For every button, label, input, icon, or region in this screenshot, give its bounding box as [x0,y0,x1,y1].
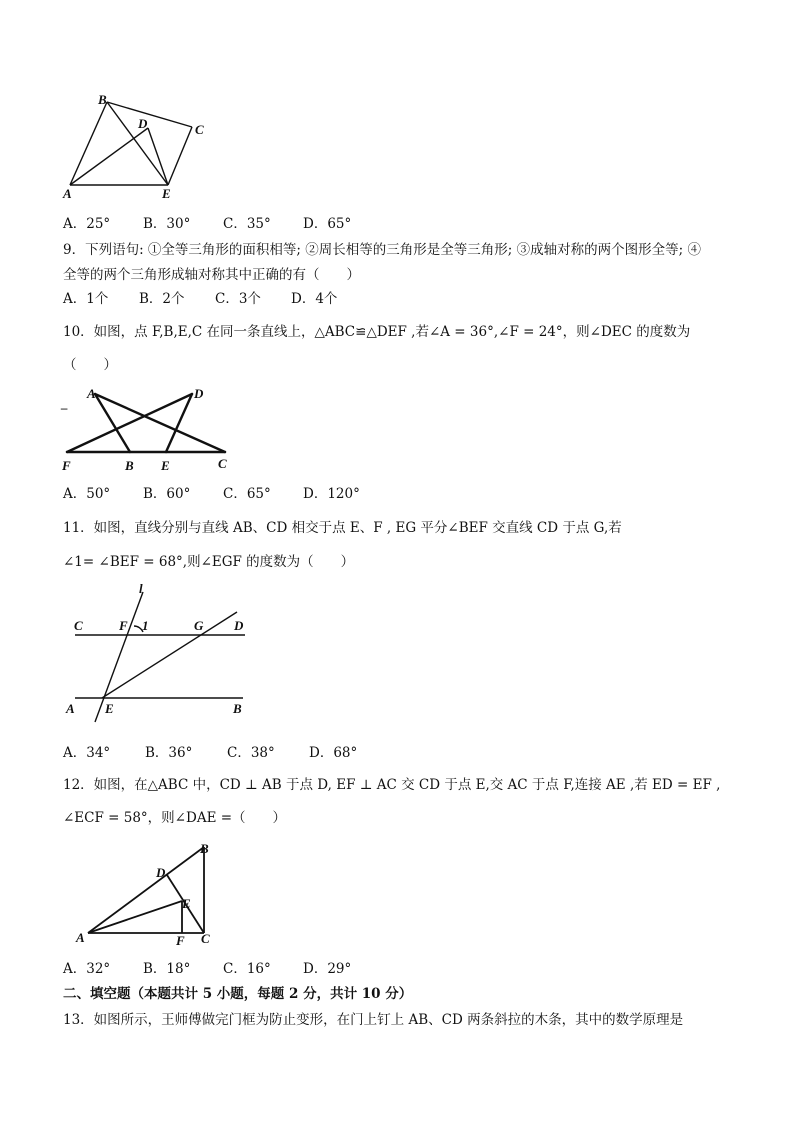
q8-option-a[interactable]: A．25° [63,216,111,232]
q8-label-e: E [162,186,171,201]
q11-label-f: F [119,618,128,633]
q10-option-c[interactable]: C．65° [223,486,271,502]
q9-option-a[interactable]: A．1个 [63,291,109,307]
q11-option-a[interactable]: A．34° [63,745,111,761]
q12-line2: ∠ECF = 58°，则∠DAE =（ ） [63,810,287,826]
q12-line1: 12．如图，在△ABC 中，CD ⊥ AB 于点 D, EF ⊥ AC 交 CD 于点 E,交 AC 于点 F,连接 AE ,若 ED = EF , [63,777,721,793]
q12-label-a: A [76,930,85,945]
q11-line2: ∠1= ∠BEF = 68°,则∠EGF 的度数为（ ） [63,554,355,570]
q8-figure [55,90,225,205]
q11-label-c: C [74,618,83,633]
q11-label-1: 1 [142,618,149,633]
q11-label-a: A [66,701,75,716]
q10-options [63,484,360,504]
q10-label-b: B [125,458,134,473]
q10-label-dash: – [61,400,68,415]
q11-label-d: D [234,618,244,633]
q12-label-f: F [176,933,185,948]
q10-figure [55,380,245,475]
q12-option-c[interactable]: C．16° [223,961,271,977]
q12-label-c: C [201,931,210,946]
q8-label-d: D [138,116,148,131]
q12-label-e: E [182,896,191,911]
q13-line1: 13．如图所示，王师傅做完门框为防止变形，在门上钉上 AB、CD 两条斜拉的木条，其中的数学原理是 [63,1012,684,1028]
q11-label-l: l [139,581,143,596]
q10-label-d: D [194,386,204,401]
q9-line1: 9．下列语句: ①全等三角形的面积相等; ②周长相等的三角形是全等三角形; ③成轴对称的两个图形全等; ④ [63,242,701,258]
q10-label-a: A [87,386,96,401]
q11-option-d[interactable]: D．68° [309,745,358,761]
q10-line2: （ ） [63,357,117,373]
q11-line1: 11．如图，直线分别与直线 AB、CD 相交于点 E、F , EG 平分∠BEF 交直线 CD 于点 G,若 [63,520,622,536]
q9-options [63,289,337,309]
q8-label-b: B [98,92,107,107]
q11-option-c[interactable]: C．38° [227,745,275,761]
q10-label-e: E [161,458,170,473]
q11-label-b: B [233,701,242,716]
q12-option-a[interactable]: A．32° [63,961,111,977]
q11-figure [55,580,265,725]
q8-option-c[interactable]: C．35° [223,216,271,232]
q10-option-d[interactable]: D．120° [303,486,360,502]
q11-options [63,743,357,763]
q11-label-e: E [105,701,114,716]
q11-label-g: G [194,618,204,633]
q8-label-c: C [195,122,204,137]
q12-option-d[interactable]: D．29° [303,961,352,977]
q8-options [63,214,351,234]
q9-option-d[interactable]: D．4个 [291,291,338,307]
q12-option-b[interactable]: B．18° [143,961,191,977]
q11-option-b[interactable]: B．36° [145,745,193,761]
q10-option-b[interactable]: B．60° [143,486,191,502]
q12-label-d: D [156,865,166,880]
q10-line1: 10．如图，点 F,B,E,C 在同一条直线上，△ABC≌△DEF ,若∠A = 36°,∠F = 24°，则∠DEC 的度数为 [63,324,691,340]
q9-option-b[interactable]: B．2个 [139,291,185,307]
q10-label-c: C [218,456,227,471]
q12-options [63,959,351,979]
q8-option-d[interactable]: D．65° [303,216,352,232]
q8-label-a: A [63,186,72,201]
section2-heading: 二、填空题（本题共计 5 小题，每题 2 分，共计 10 分） [63,986,413,1002]
q9-line2: 全等的两个三角形成轴对称其中正确的有（ ） [63,267,360,283]
q10-label-f: F [62,458,71,473]
q12-figure [70,835,230,950]
q12-label-b: B [200,841,209,856]
q8-option-b[interactable]: B．30° [143,216,191,232]
q9-option-c[interactable]: C．3个 [215,291,261,307]
q10-option-a[interactable]: A．50° [63,486,111,502]
